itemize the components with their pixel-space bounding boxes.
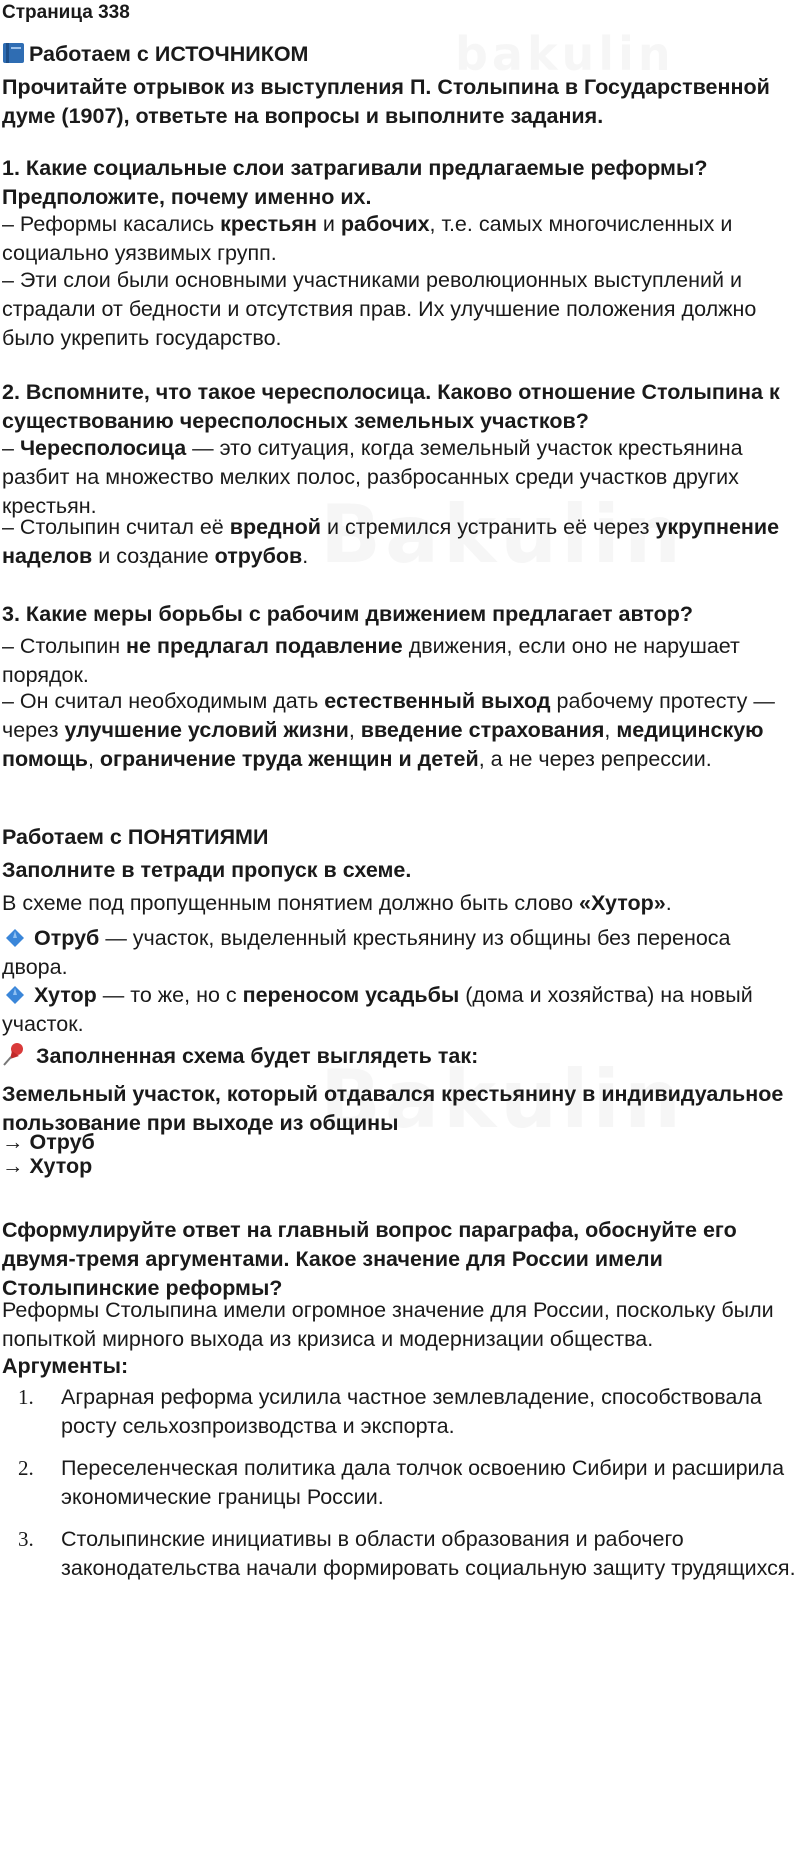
argument-item: 1. Аграрная реформа усилила частное землевладение, способствовала росту сельхозпроизводства и экспорта. [18,1385,762,1438]
question-1: 1. Какие социальные слои затрагивали предлагаемые реформы? Предположите, почему именно их. [2,156,708,209]
scheme-branch-khutor: → Хутор [2,1154,93,1178]
argument-item: 3. Столыпинские инициативы в области образования и рабочего законодательства начали формировать социальную защиту трудящихся. [18,1527,796,1580]
question-2: 2. Вспомните, что такое чересполосица. Каково отношение Столыпина к существованию чересполосных земельных участков? [2,380,780,433]
section-title-source [2,40,798,69]
source-intro: Прочитайте отрывок из выступления П. Столыпина в Государственной думе (1907), ответьте на вопросы и выполните задания. [2,75,770,128]
concepts-task: Заполните в тетради пропуск в схеме. [2,858,412,882]
main-question: Сформулируйте ответ на главный вопрос параграфа, обоснуйте его двумя-тремя аргументами. Какое значение для России имели Столыпинские реформы? [2,1218,737,1300]
scheme-root: Земельный участок, который отдавался крестьянину в индивидуальное пользование при выходе из общины [2,1082,784,1135]
pushpin-icon [2,1041,28,1067]
concepts-answer: В схеме под пропущенным понятием должно быть слово «Хутор». [2,891,672,915]
answer-2-paragraph-2: – Столыпин считал её вредной и стремился устранить её через укрупнение наделов и создание отрубов. [2,515,780,568]
page-label: Страница 338 [2,2,130,23]
answer-1-paragraph-2: – Эти слои были основными участниками революционных выступлений и страдали от бедности и отсутствия прав. Их улучшение положения должно было укрепить государство. [2,268,757,350]
question-3: 3. Какие меры борьбы с рабочим движением предлагает автор? [2,602,694,626]
main-answer: Реформы Столыпина имели огромное значение для России, поскольку были попыткой мирного выхода из кризиса и модернизации общества. [2,1298,774,1351]
answer-3-paragraph-2: – Он считал необходимым дать естественный выход рабочему протесту — через улучшение условий жизни, введение страхования, медицинскую помощь, ограничение труда женщин и детей, а не через репрессии. [2,689,775,771]
section-title-concepts: Работаем с ПОНЯТИЯМИ [2,825,269,849]
diamond-icon [6,986,24,1004]
concept-item-khutor: Хутор — то же, но с переносом усадьбы (дома и хозяйства) на новый участок. [2,983,753,1036]
answer-2-paragraph-1: – Чересполосица — это ситуация, когда земельный участок крестьянина разбит на множество мелких полос, разбросанных среди участков других крестьян. [2,436,743,518]
concept-item-otrub: Отруб — участок, выделенный крестьянину из общины без переноса двора. [2,926,731,979]
argument-item: 2. Переселенческая политика дала толчок освоению Сибири и расширила экономические границы России. [18,1456,785,1509]
scheme-heading: Заполненная схема будет выглядеть так: [2,1041,798,1071]
diamond-icon [6,929,24,947]
book-icon [2,42,26,64]
answer-1-paragraph-1: – Реформы касались крестьян и рабочих, т.е. самых многочисленных и социально уязвимых групп. [2,212,733,265]
arguments-list [2,1383,798,1596]
answer-3-paragraph-1: – Столыпин не предлагал подавление движения, если оно не нарушает порядок. [2,634,740,687]
scheme-branch-otrub: → Отруб [2,1130,95,1154]
section-title-text: Работаем с ИСТОЧНИКОМ [29,42,309,66]
arguments-label: Аргументы: [2,1354,129,1378]
